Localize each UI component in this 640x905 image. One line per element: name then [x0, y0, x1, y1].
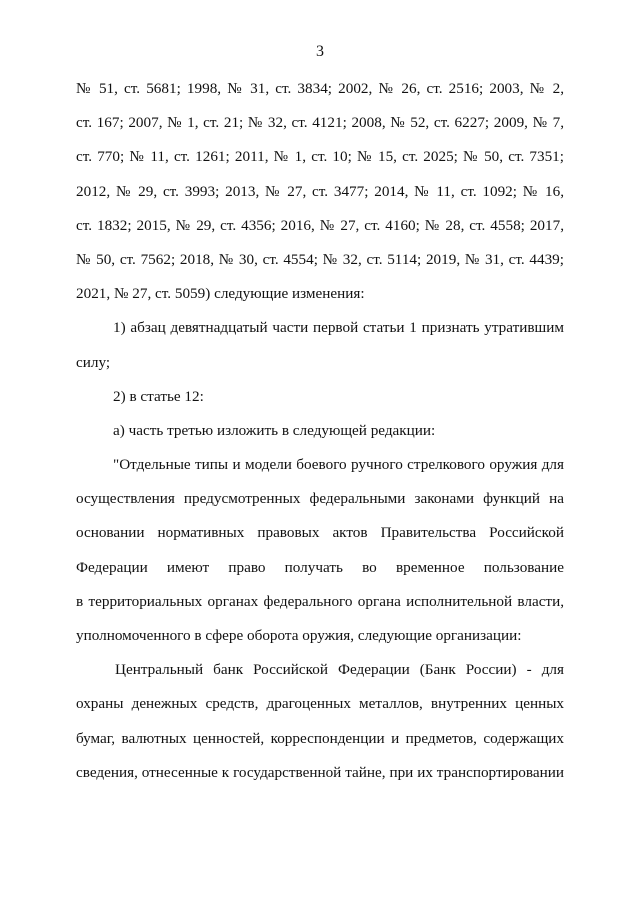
text-line: осуществления предусмотренных федеральными законами функций на	[76, 490, 564, 508]
text-line: охраны денежных средств, драгоценных металлов, внутренних ценных	[76, 695, 564, 713]
page-number: 3	[316, 43, 324, 60]
paragraph-first-line: 2) в статье 12:	[113, 387, 204, 405]
text-line: сведения, отнесенные к государственной тайне, при их транспортировании	[76, 763, 564, 781]
paragraph-first-line: Центральный банк Российской Федерации (Банк России) - для	[115, 661, 564, 679]
text-line: ст. 167; 2007, № 1, ст. 21; № 32, ст. 4121; 2008, № 52, ст. 6227; 2009, № 7,	[76, 114, 564, 132]
text-line: бумаг, валютных ценностей, корреспонденции и предметов, содержащих	[76, 729, 564, 747]
paragraph-first-line: 1) абзац девятнадцатый части первой статьи 1 признать утратившим	[113, 319, 564, 337]
text-line: 2012, № 29, ст. 3993; 2013, № 27, ст. 3477; 2014, № 11, ст. 1092; № 16,	[76, 182, 564, 200]
text-line: уполномоченного в сфере оборота оружия, следующие организации:	[76, 627, 522, 644]
text-line: № 50, ст. 7562; 2018, № 30, ст. 4554; № 32, ст. 5114; 2019, № 31, ст. 4439;	[76, 250, 564, 268]
text-line: ст. 770; № 11, ст. 1261; 2011, № 1, ст. 10; № 15, ст. 2025; № 50, ст. 7351;	[76, 148, 564, 166]
text-line: ст. 1832; 2015, № 29, ст. 4356; 2016, № 27, ст. 4160; № 28, ст. 4558; 2017,	[76, 216, 564, 234]
text-line: основании нормативных правовых актов Правительства Российской	[76, 524, 564, 542]
document-body	[76, 72, 564, 790]
text-line: № 51, ст. 5681; 1998, № 31, ст. 3834; 2002, № 26, ст. 2516; 2003, № 2,	[76, 80, 564, 97]
paragraph-first-line: а) часть третью изложить в следующей редакции:	[113, 421, 436, 439]
text-line: Федерации имеют право получать во временное пользование	[76, 558, 564, 576]
text-line: в территориальных органах федерального органа исполнительной власти,	[76, 592, 564, 610]
text-line: 2021, № 27, ст. 5059) следующие изменения:	[76, 285, 365, 303]
quoted-paragraph-first-line: "Отдельные типы и модели боевого ручного стрелкового оружия для	[113, 456, 564, 474]
text-line: силу;	[76, 353, 111, 371]
